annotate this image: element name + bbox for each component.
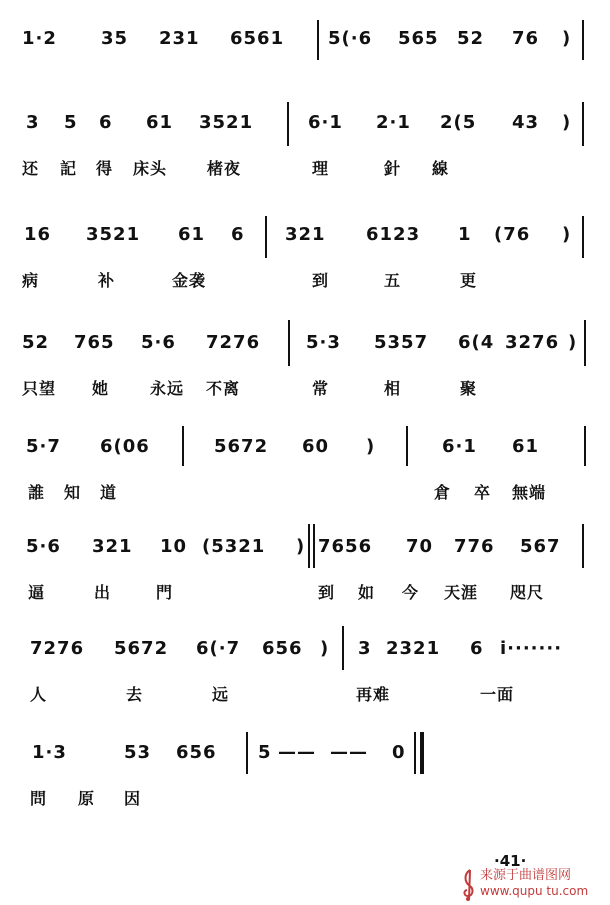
note-group: 2·1 [376, 112, 411, 133]
lyric: 常 [312, 379, 330, 398]
watermark-site-name: 来源于曲谱图网 [480, 868, 572, 883]
note-group: 52 [22, 332, 50, 353]
note-group: 567 [520, 536, 561, 557]
lyric: 記 [60, 159, 78, 178]
lyric: 金袭 [172, 271, 207, 290]
note-group: 321 [285, 224, 326, 245]
note-group: 5·6 [141, 332, 176, 353]
note-group: 231 [159, 28, 200, 49]
lyric: 逼 [28, 583, 46, 602]
note-group: 61 [178, 224, 206, 245]
note-group: 5 [258, 742, 272, 763]
note-group: 3 [26, 112, 40, 133]
note-group: 3521 [86, 224, 141, 245]
note-group: 53 [124, 742, 152, 763]
note-group: ) [296, 536, 306, 557]
lyric: 只望 [22, 379, 57, 398]
lyric: 線 [432, 159, 450, 178]
final-barline [420, 732, 424, 774]
note-group: 656 [176, 742, 217, 763]
lyric: 知 [64, 483, 82, 502]
note-group: 35 [101, 28, 129, 49]
lyric: 再难 [356, 685, 391, 704]
note-group: 76 [512, 28, 540, 49]
note-group: 2321 [386, 638, 441, 659]
note-group: 1·2 [22, 28, 57, 49]
note-group: 565 [398, 28, 439, 49]
note-group: 61 [512, 436, 540, 457]
lyric: 卒 [474, 483, 492, 502]
barline [582, 102, 584, 146]
lyric: 一面 [480, 685, 515, 704]
lyric: 原 [78, 789, 96, 808]
lyric: 到 [318, 583, 336, 602]
note-group: 5·6 [26, 536, 61, 557]
note-group: 3276 [505, 332, 560, 353]
note-group: ) [562, 224, 572, 245]
note-group: ) [366, 436, 376, 457]
barline [246, 732, 248, 774]
lyric: 門 [156, 583, 174, 602]
note-group: 5·7 [26, 436, 61, 457]
system-3 [0, 224, 610, 294]
note-group: 5672 [214, 436, 269, 457]
barline [287, 102, 289, 146]
note-group: 6·1 [308, 112, 343, 133]
lyric: 理 [312, 159, 330, 178]
note-group: 1 [458, 224, 472, 245]
barline [584, 426, 586, 466]
note-group: 52 [457, 28, 485, 49]
lyric: 天涯 [444, 583, 479, 602]
barline [582, 524, 584, 568]
lyric: 人 [30, 685, 48, 704]
lyric: 咫尺 [510, 583, 545, 602]
barline [288, 320, 290, 366]
lyric: 因 [124, 789, 142, 808]
watermark-url: www.qupu tu.com [480, 884, 589, 898]
note-group: 0 [392, 742, 406, 763]
barline [308, 524, 310, 568]
note-group: 656 [262, 638, 303, 659]
lyric: 聚 [460, 379, 478, 398]
note-group: i······· [500, 638, 563, 659]
note-group: 43 [512, 112, 540, 133]
watermark [460, 864, 610, 904]
note-group: 70 [406, 536, 434, 557]
system-2 [0, 112, 610, 182]
system-4 [0, 332, 610, 402]
note-group: 3521 [199, 112, 254, 133]
note-group: 6123 [366, 224, 421, 245]
note-group: 5 [64, 112, 78, 133]
note-group: 16 [24, 224, 52, 245]
lyric: 去 [126, 685, 144, 704]
note-group: ) [568, 332, 578, 353]
note-group: 6·1 [442, 436, 477, 457]
lyric: 还 [22, 159, 40, 178]
note-group: 7656 [318, 536, 373, 557]
lyric: 五 [384, 271, 402, 290]
note-group: 6(·7 [196, 638, 241, 659]
barline [584, 320, 586, 366]
note-group: 60 [302, 436, 330, 457]
note-group: 6(4 [458, 332, 495, 353]
lyric: 道 [100, 483, 118, 502]
note-group: ) [562, 28, 572, 49]
note-group: 1·3 [32, 742, 67, 763]
note-group: 776 [454, 536, 495, 557]
lyric: 楮夜 [207, 159, 242, 178]
lyric: 更 [460, 271, 478, 290]
barline [582, 216, 584, 258]
system-1 [0, 28, 610, 98]
note-group: 6(06 [100, 436, 150, 457]
lyric: 永远 [150, 379, 185, 398]
barline [317, 20, 319, 60]
lyric: 出 [94, 583, 112, 602]
barline [313, 524, 315, 568]
note-group: 6 [470, 638, 484, 659]
system-5 [0, 436, 610, 506]
barline [265, 216, 267, 258]
note-group: 61 [146, 112, 174, 133]
note-group: 6561 [230, 28, 285, 49]
lyric: 相 [384, 379, 402, 398]
note-group: 10 [160, 536, 188, 557]
note-group: 5·3 [306, 332, 341, 353]
note-group: (76 [494, 224, 531, 245]
lyric: 如 [358, 583, 376, 602]
lyric: 不离 [206, 379, 241, 398]
system-6 [0, 536, 610, 606]
note-group: —— [330, 742, 368, 763]
treble-clef-icon [460, 868, 478, 902]
note-group: ) [562, 112, 572, 133]
note-group: 3 [358, 638, 372, 659]
note-group: 7276 [206, 332, 261, 353]
page-number: ·41· [494, 852, 527, 870]
lyric: 病 [22, 271, 40, 290]
lyric: 倉 [434, 483, 452, 502]
system-8 [0, 742, 610, 812]
note-group: 7276 [30, 638, 85, 659]
system-7 [0, 638, 610, 708]
note-group: (5321 [202, 536, 266, 557]
lyric: 床头 [133, 159, 168, 178]
barline [582, 20, 584, 60]
barline [182, 426, 184, 466]
lyric: 远 [212, 685, 230, 704]
lyric: 得 [96, 159, 114, 178]
lyric: 到 [312, 271, 330, 290]
lyric: 問 [30, 789, 48, 808]
barline [406, 426, 408, 466]
lyric: 針 [384, 159, 402, 178]
note-group: ) [320, 638, 330, 659]
note-group: 765 [74, 332, 115, 353]
lyric: 誰 [28, 483, 46, 502]
barline [342, 626, 344, 670]
note-group: 5357 [374, 332, 429, 353]
lyric: 今 [402, 583, 420, 602]
note-group: 321 [92, 536, 133, 557]
note-group: 2(5 [440, 112, 477, 133]
lyric: 补 [98, 271, 116, 290]
barline [414, 732, 416, 774]
note-group: 6 [231, 224, 245, 245]
note-group: 5672 [114, 638, 169, 659]
note-group: 5(·6 [328, 28, 373, 49]
lyric: 無端 [512, 483, 547, 502]
note-group: —— [278, 742, 316, 763]
note-group: 6 [99, 112, 113, 133]
lyric: 她 [92, 379, 110, 398]
